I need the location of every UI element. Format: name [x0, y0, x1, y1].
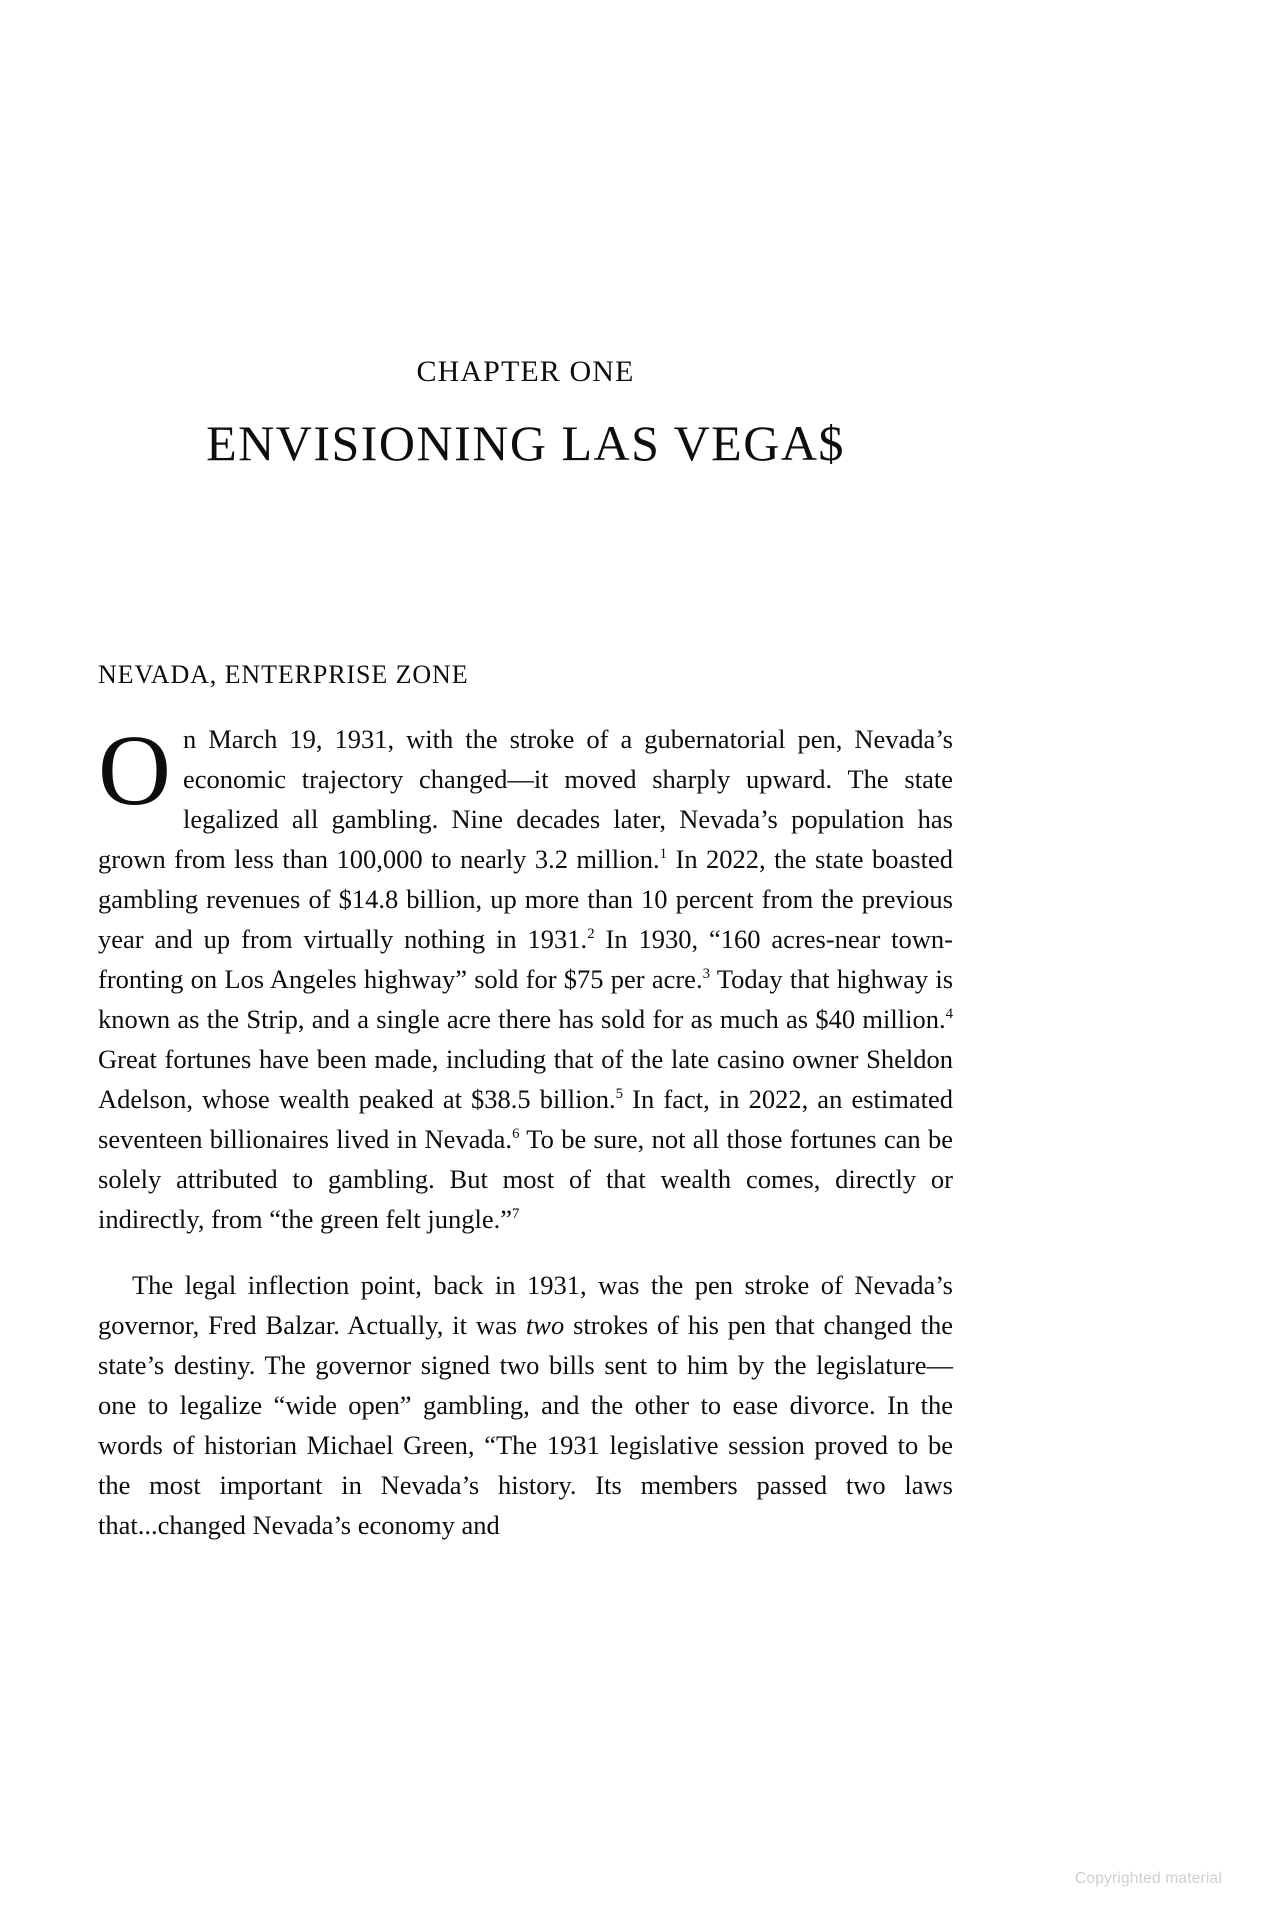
section-heading: NEVADA, ENTERPRISE ZONE	[98, 660, 469, 689]
emphasized-text: two	[525, 1310, 565, 1341]
drop-cap: O	[98, 713, 171, 826]
footnote-marker: 7	[512, 1205, 520, 1222]
footnote-marker: 6	[512, 1125, 520, 1142]
chapter-title: ENVISIONING LAS VEGA$	[206, 415, 845, 471]
paragraph-legal-inflection: The legal inflection point, back in 1931, was the pen stroke of Nevada’s governor, Fred Balzar. Actually, it was two strokes of his pen that changed the state’s destiny. The governor signed two bills sent to him by the legislature—one to legalize “wide open” gambling, and the other to ease divorce. In the words of historian Michael Green, “The 1931 legislative session proved to be the most important in Nevada’s history. Its members passed two laws that...changed Nevada’s economy and	[98, 1270, 953, 1541]
chapter-label: CHAPTER ONE	[416, 355, 635, 388]
paragraph-opening: On March 19, 1931, with the stroke of a gubernatorial pen, Nevada’s economic trajectory changed—it moved sharply upward. The state legalized all gambling. Nine decades later, Nevada’s population has grown from less than 100,000 to nearly 3.2 million.$^1$ In 2022, the state boasted gambling revenues of $14.8 billion, up more than 10 percent from the previous year and up from virtually nothing in 1931.$^2$ In 1930, “160 acres-near town-fronting on Los Angeles highway” sold for $75 per acre.$^3$ Today that highway is known as the Strip, and a single acre there has sold for as much as $40 million.$^4$ Great fortunes have been made, including that of the late casino owner Sheldon Adelson, whose wealth peaked at $38.5 billion.$^5$ In fact, in 2022, an estimated seventeen billionaires lived in Nevada.$^6$ To be sure, not all those fortunes can be solely attributed to gambling. But most of that wealth comes, directly or indirectly, from “the green felt jungle.”$^7$	[98, 713, 954, 1234]
footnote-marker: 4	[945, 1005, 953, 1022]
footnote-marker: 1	[659, 845, 668, 862]
page-content	[98, 0, 953, 1572]
copyrighted-material-watermark: Copyrighted material	[1074, 1870, 1222, 1887]
footnote-marker: 5	[615, 1085, 624, 1102]
footnote-marker: 3	[702, 965, 710, 982]
footnote-marker: 2	[587, 925, 595, 942]
